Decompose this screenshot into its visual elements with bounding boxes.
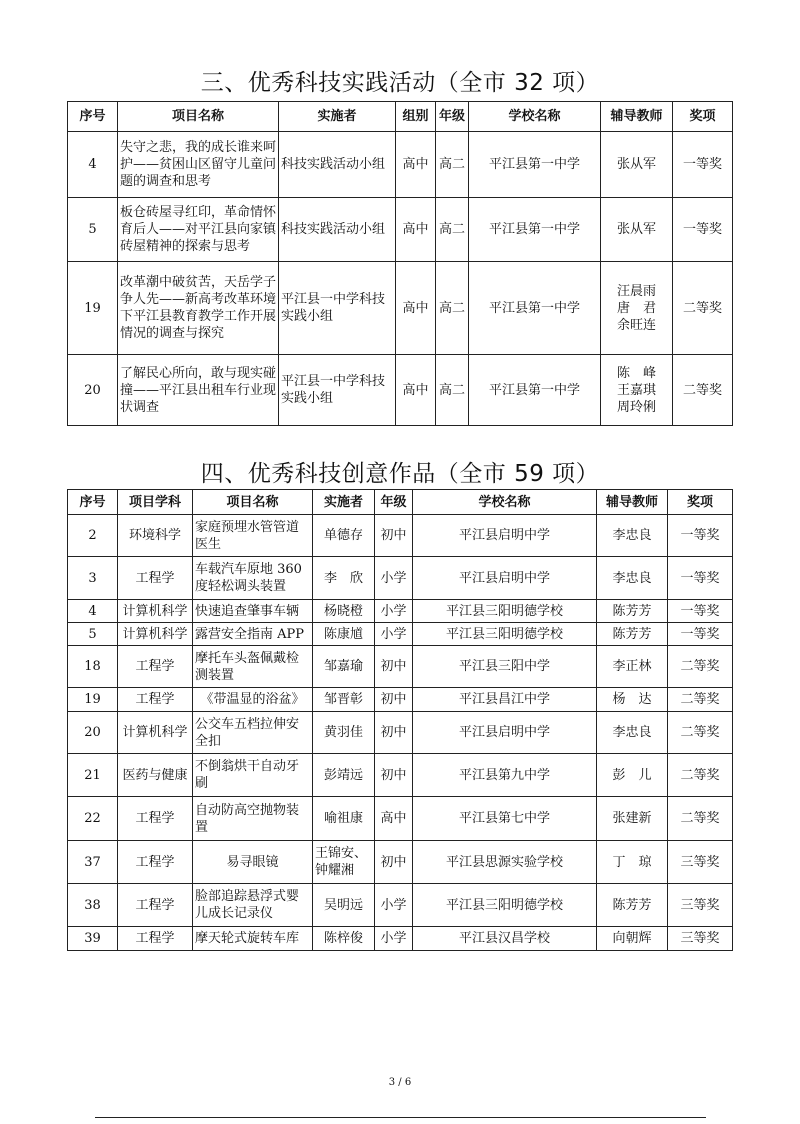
cell-teacher: 陈芳芳 — [597, 600, 668, 623]
cell-grade: 初中 — [375, 754, 413, 797]
section-title-practice: 三、优秀科技实践活动（全市 32 项） — [200, 70, 600, 96]
table-row — [68, 515, 733, 557]
header-school: 学校名称 — [413, 490, 597, 515]
cell-implementer: 陈康馗 — [313, 623, 375, 646]
cell-school: 平江县昌江中学 — [413, 688, 597, 712]
cell-subject: 工程学 — [118, 688, 193, 712]
cell-no: 20 — [68, 712, 118, 754]
cell-grade: 高二 — [436, 262, 469, 355]
cell-grade: 初中 — [375, 646, 413, 688]
header-grade: 年级 — [375, 490, 413, 515]
cell-grade: 高二 — [436, 198, 469, 262]
cell-subject: 环境科学 — [118, 515, 193, 557]
cell-implementer: 陈梓俊 — [313, 927, 375, 951]
cell-project-name: 脸部追踪悬浮式婴儿成长记录仪 — [193, 884, 313, 927]
cell-subject: 工程学 — [118, 841, 193, 884]
cell-teacher: 陈芳芳 — [597, 884, 668, 927]
cell-teacher: 陈芳芳 — [597, 623, 668, 646]
cell-project-name: 失守之悲，我的成长谁来呵护——贫困山区留守儿童问题的调查和思考 — [118, 132, 279, 198]
cell-subject: 计算机科学 — [118, 600, 193, 623]
cell-subject: 医药与健康 — [118, 754, 193, 797]
cell-teacher: 丁 琼 — [597, 841, 668, 884]
header-no: 序号 — [68, 102, 118, 132]
cell-school: 平江县启明中学 — [413, 712, 597, 754]
cell-teacher: 张建新 — [597, 797, 668, 841]
cell-implementer: 杨晓橙 — [313, 600, 375, 623]
creative-works-table — [67, 489, 733, 951]
cell-award: 二等奖 — [668, 797, 733, 841]
cell-teacher: 向朝辉 — [597, 927, 668, 951]
cell-no: 4 — [68, 132, 118, 198]
table-header-row — [68, 490, 733, 515]
cell-award: 一等奖 — [668, 600, 733, 623]
cell-group: 高中 — [396, 198, 436, 262]
cell-award: 二等奖 — [668, 754, 733, 797]
cell-subject: 工程学 — [118, 557, 193, 600]
cell-project-name: 车载汽车原地 360 度轻松调头装置 — [193, 557, 313, 600]
table-row — [68, 557, 733, 600]
cell-teacher: 李正林 — [597, 646, 668, 688]
cell-school: 平江县三阳明德学校 — [413, 623, 597, 646]
cell-grade: 初中 — [375, 688, 413, 712]
cell-implementer: 邹嘉瑜 — [313, 646, 375, 688]
cell-no: 19 — [68, 262, 118, 355]
cell-no: 21 — [68, 754, 118, 797]
cell-grade: 初中 — [375, 712, 413, 754]
cell-implementer: 单德存 — [313, 515, 375, 557]
cell-school: 平江县思源实验学校 — [413, 841, 597, 884]
cell-teacher: 李忠良 — [597, 557, 668, 600]
cell-award: 一等奖 — [668, 515, 733, 557]
cell-no: 37 — [68, 841, 118, 884]
cell-implementer: 科技实践活动小组 — [279, 198, 396, 262]
cell-project-name: 摩天轮式旋转车库 — [193, 927, 313, 951]
table-row — [68, 927, 733, 951]
cell-grade: 小学 — [375, 623, 413, 646]
practice-activities-table — [67, 101, 733, 426]
cell-project-name: 《带温显的浴盆》 — [193, 688, 313, 712]
cell-award: 三等奖 — [668, 884, 733, 927]
table-row — [68, 712, 733, 754]
cell-no: 4 — [68, 600, 118, 623]
cell-grade: 小学 — [375, 557, 413, 600]
page-number: 3 / 6 — [388, 1077, 412, 1088]
cell-project-name: 露营安全指南 APP — [193, 623, 313, 646]
cell-group: 高中 — [396, 262, 436, 355]
header-award: 奖项 — [668, 490, 733, 515]
table-row — [68, 841, 733, 884]
table-row — [68, 797, 733, 841]
header-grade: 年级 — [436, 102, 469, 132]
cell-project-name: 了解民心所向，敢与现实碰撞——平江县出租车行业现状调查 — [118, 355, 279, 426]
cell-no: 22 — [68, 797, 118, 841]
cell-project-name: 板仓砖屋寻红印，革命情怀育后人——对平江县向家镇砖屋精神的探索与思考 — [118, 198, 279, 262]
cell-subject: 工程学 — [118, 797, 193, 841]
cell-school: 平江县启明中学 — [413, 557, 597, 600]
cell-no: 3 — [68, 557, 118, 600]
cell-project-name: 家庭预埋水管管道医生 — [193, 515, 313, 557]
cell-project-name: 摩托车头盔佩戴检测装置 — [193, 646, 313, 688]
header-teacher: 辅导教师 — [597, 490, 668, 515]
cell-school: 平江县三阳中学 — [413, 646, 597, 688]
cell-project-name: 自动防高空抛物装置 — [193, 797, 313, 841]
cell-grade: 初中 — [375, 841, 413, 884]
cell-award: 二等奖 — [673, 262, 733, 355]
header-no: 序号 — [68, 490, 118, 515]
header-subject: 项目学科 — [118, 490, 193, 515]
section-title-creative: 四、优秀科技创意作品（全市 59 项） — [200, 461, 600, 487]
cell-implementer: 喻祖康 — [313, 797, 375, 841]
cell-subject: 工程学 — [118, 927, 193, 951]
cell-project-name: 改革潮中破贫苦，天岳学子争人先——新高考改革环境下平江县教育教学工作开展情况的调查与探究 — [118, 262, 279, 355]
cell-school: 平江县第九中学 — [413, 754, 597, 797]
footer-divider — [95, 1117, 706, 1118]
cell-implementer: 邹晋彰 — [313, 688, 375, 712]
cell-teacher: 李忠良 — [597, 712, 668, 754]
cell-school: 平江县三阳明德学校 — [413, 600, 597, 623]
cell-teacher: 李忠良 — [597, 515, 668, 557]
header-group: 组别 — [396, 102, 436, 132]
cell-award: 二等奖 — [673, 355, 733, 426]
table-row — [68, 646, 733, 688]
header-award: 奖项 — [673, 102, 733, 132]
cell-school: 平江县第七中学 — [413, 797, 597, 841]
cell-no: 5 — [68, 198, 118, 262]
cell-project-name: 易寻眼镜 — [193, 841, 313, 884]
cell-no: 5 — [68, 623, 118, 646]
cell-group: 高中 — [396, 132, 436, 198]
cell-award: 三等奖 — [668, 927, 733, 951]
cell-subject: 工程学 — [118, 884, 193, 927]
cell-project-name: 快速追查肇事车辆 — [193, 600, 313, 623]
cell-grade: 高二 — [436, 355, 469, 426]
table-row — [68, 198, 733, 262]
header-project-name: 项目名称 — [193, 490, 313, 515]
cell-teacher: 汪晨雨 唐 君 余旺连 — [601, 262, 673, 355]
header-implementer: 实施者 — [279, 102, 396, 132]
table-row — [68, 262, 733, 355]
cell-teacher: 杨 达 — [597, 688, 668, 712]
header-school: 学校名称 — [469, 102, 601, 132]
cell-award: 一等奖 — [668, 557, 733, 600]
cell-award: 一等奖 — [673, 198, 733, 262]
cell-no: 18 — [68, 646, 118, 688]
cell-award: 二等奖 — [668, 712, 733, 754]
cell-grade: 小学 — [375, 884, 413, 927]
cell-award: 二等奖 — [668, 688, 733, 712]
cell-teacher: 张从军 — [601, 198, 673, 262]
table-row — [68, 754, 733, 797]
cell-school: 平江县第一中学 — [469, 355, 601, 426]
table-row — [68, 132, 733, 198]
cell-grade: 初中 — [375, 515, 413, 557]
cell-award: 一等奖 — [668, 623, 733, 646]
cell-implementer: 黄羽佳 — [313, 712, 375, 754]
cell-subject: 工程学 — [118, 646, 193, 688]
table-header-row — [68, 102, 733, 132]
cell-teacher: 张从军 — [601, 132, 673, 198]
cell-grade: 高中 — [375, 797, 413, 841]
cell-school: 平江县汉昌学校 — [413, 927, 597, 951]
cell-implementer: 王锦安、钟耀湘 — [313, 841, 375, 884]
cell-subject: 计算机科学 — [118, 623, 193, 646]
cell-implementer: 李 欣 — [313, 557, 375, 600]
cell-project-name: 公交车五档拉伸安全扣 — [193, 712, 313, 754]
cell-teacher: 彭 儿 — [597, 754, 668, 797]
cell-implementer: 科技实践活动小组 — [279, 132, 396, 198]
cell-award: 一等奖 — [673, 132, 733, 198]
cell-group: 高中 — [396, 355, 436, 426]
header-project-name: 项目名称 — [118, 102, 279, 132]
cell-implementer: 彭靖远 — [313, 754, 375, 797]
cell-school: 平江县启明中学 — [413, 515, 597, 557]
cell-grade: 小学 — [375, 927, 413, 951]
cell-no: 39 — [68, 927, 118, 951]
cell-implementer: 吴明远 — [313, 884, 375, 927]
cell-school: 平江县第一中学 — [469, 132, 601, 198]
cell-no: 20 — [68, 355, 118, 426]
cell-school: 平江县第一中学 — [469, 198, 601, 262]
header-implementer: 实施者 — [313, 490, 375, 515]
cell-grade: 高二 — [436, 132, 469, 198]
table-row — [68, 623, 733, 646]
table-row — [68, 600, 733, 623]
cell-award: 三等奖 — [668, 841, 733, 884]
cell-school: 平江县第一中学 — [469, 262, 601, 355]
cell-implementer: 平江县一中学科技实践小组 — [279, 355, 396, 426]
header-teacher: 辅导教师 — [601, 102, 673, 132]
cell-no: 38 — [68, 884, 118, 927]
cell-project-name: 不倒翁烘干自动牙刷 — [193, 754, 313, 797]
cell-award: 二等奖 — [668, 646, 733, 688]
cell-teacher: 陈 峰 王嘉琪 周玲俐 — [601, 355, 673, 426]
table-row — [68, 884, 733, 927]
cell-school: 平江县三阳明德学校 — [413, 884, 597, 927]
cell-no: 2 — [68, 515, 118, 557]
cell-subject: 计算机科学 — [118, 712, 193, 754]
cell-no: 19 — [68, 688, 118, 712]
cell-implementer: 平江县一中学科技实践小组 — [279, 262, 396, 355]
cell-grade: 小学 — [375, 600, 413, 623]
table-row — [68, 355, 733, 426]
table-row — [68, 688, 733, 712]
